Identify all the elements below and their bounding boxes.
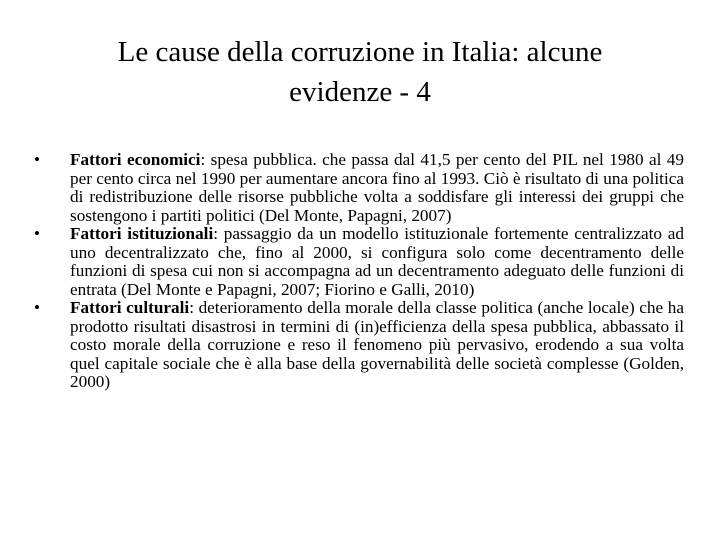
bullet-label: Fattori culturali — [70, 298, 190, 317]
bullet-text: : passaggio da un modello istituzionale fortemente centralizzato ad uno decentralizzato che, fino al 2000, si configura solo come decentramento delle funzioni di spesa cui non si accompagna ad un decentramento adeguato delle funzioni di entrata (Del Monte e Papagni, 2007; Fiorino e Galli, 2010) — [70, 224, 684, 299]
bullet-text: : deterioramento della morale della classe politica (anche locale) che ha prodotto risultati disastrosi in termini di (in)efficienza della spesa pubblica, abbassato il costo morale della corruzione e reso il fenomeno più pervasivo, erodendo a sua volta quel capitale sociale che è alla base della governabilità delle società complesse (Golden, 2000) — [70, 298, 684, 391]
bullet-item-institutional-factors — [30, 225, 684, 299]
slide-title-line-1: Le cause della corruzione in Italia: alcune — [117, 36, 603, 68]
slide-title-line-2: evidenze - 4 — [289, 76, 431, 108]
bullet-item-cultural-factors — [30, 299, 684, 392]
bullet-marker: • — [33, 224, 41, 243]
bullet-text: : spesa pubblica. che passa dal 41,5 per cento del PIL nel 1980 al 49 per cento circa nel 1990 per aumentare ancora fino al 1993. Ciò è risultato di una politica di redistribuzione delle risorse pubbliche volta a soddisfare gli interessi dei gruppi che sostengono i partiti politici (Del Monte, Papagni, 2007) — [70, 150, 684, 225]
bullet-marker: • — [33, 298, 41, 317]
bullet-label: Fattori economici — [70, 150, 201, 169]
bullet-marker: • — [33, 150, 41, 169]
bullet-list — [30, 151, 684, 392]
slide-title — [60, 32, 660, 112]
bullet-label: Fattori istituzionali — [70, 224, 214, 243]
bullet-item-economic-factors — [30, 151, 684, 225]
